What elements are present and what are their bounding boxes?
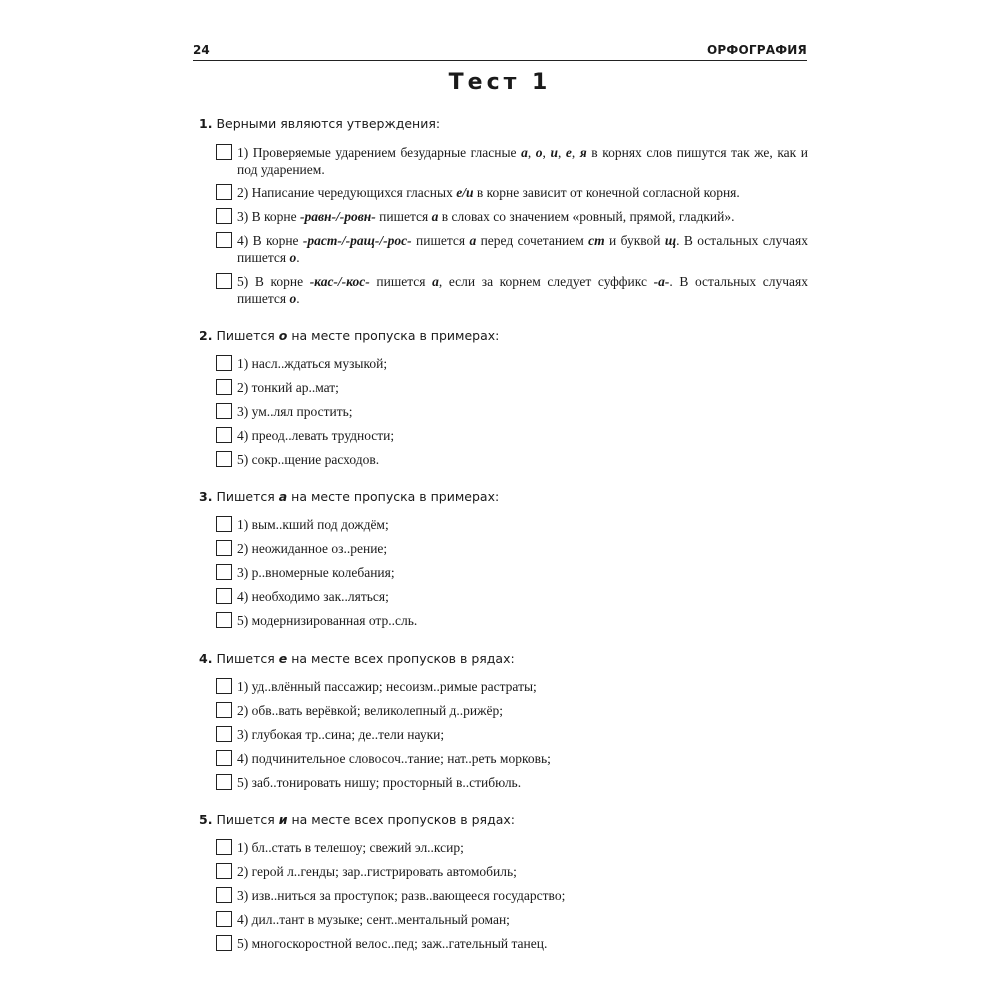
question-prompt-end: на месте всех пропусков в рядах: (291, 651, 515, 666)
question-5-option-3[interactable] (216, 887, 808, 904)
question-prompt-start: Пишется (216, 328, 275, 343)
option-text: 1) насл..ждаться музыкой; (237, 356, 388, 371)
question-2-heading (199, 328, 499, 344)
option-text: 3) глубокая тр..сина; де..тели науки; (237, 727, 445, 742)
question-number: 3. (199, 489, 213, 504)
answer-checkbox[interactable] (216, 379, 232, 395)
answer-checkbox[interactable] (216, 273, 232, 289)
answer-checkbox[interactable] (216, 208, 232, 224)
option-text: 1) Проверяемые ударением безударные гласные а, о, и, е, я в корнях слов пишутся так же, как и под ударением. (237, 145, 809, 177)
option-text: 1) бл..стать в телешоу; свежий эл..ксир; (237, 840, 464, 855)
question-number: 5. (199, 812, 213, 827)
question-2-option-1[interactable] (216, 355, 808, 372)
question-5-option-4[interactable] (216, 911, 808, 928)
option-text: 2) Написание чередующихся гласных е/и в корне зависит от конечной согласной корня. (237, 185, 740, 200)
question-3-option-4[interactable] (216, 588, 808, 605)
option-text: 4) подчинительное словосоч..тание; нат..реть морковь; (237, 751, 551, 766)
option-text: 4) дил..тант в музыке; сент..ментальный роман; (237, 912, 510, 927)
question-prompt-end: на месте всех пропусков в рядах: (291, 812, 515, 827)
header-rule (193, 60, 807, 61)
question-5-option-1[interactable] (216, 839, 808, 856)
answer-checkbox[interactable] (216, 403, 232, 419)
question-1-option-3[interactable] (216, 208, 808, 225)
answer-checkbox[interactable] (216, 144, 232, 160)
answer-checkbox[interactable] (216, 355, 232, 371)
answer-checkbox[interactable] (216, 588, 232, 604)
question-number: 4. (199, 651, 213, 666)
answer-checkbox[interactable] (216, 726, 232, 742)
option-text: 2) тонкий ар..мат; (237, 380, 339, 395)
option-text: 5) заб..тонировать нишу; просторный в..стибюль. (237, 775, 522, 790)
question-2-option-2[interactable] (216, 379, 808, 396)
option-text: 1) вым..кший под дождём; (237, 517, 389, 532)
answer-checkbox[interactable] (216, 863, 232, 879)
question-number: 1. (199, 116, 213, 131)
answer-checkbox[interactable] (216, 232, 232, 248)
answer-checkbox[interactable] (216, 750, 232, 766)
answer-checkbox[interactable] (216, 612, 232, 628)
question-1-option-5[interactable] (216, 273, 808, 307)
answer-checkbox[interactable] (216, 678, 232, 694)
answer-checkbox[interactable] (216, 427, 232, 443)
question-3-option-1[interactable] (216, 516, 808, 533)
page-number: 24 (193, 43, 210, 57)
question-1-option-4[interactable] (216, 232, 808, 266)
question-prompt: Верными являются утверждения: (216, 116, 441, 131)
answer-checkbox[interactable] (216, 451, 232, 467)
answer-checkbox[interactable] (216, 702, 232, 718)
question-3-option-3[interactable] (216, 564, 808, 581)
question-5-heading (199, 812, 515, 828)
question-prompt-start: Пишется (216, 812, 275, 827)
question-2-option-3[interactable] (216, 403, 808, 420)
answer-checkbox[interactable] (216, 839, 232, 855)
answer-checkbox[interactable] (216, 516, 232, 532)
question-4-option-1[interactable] (216, 678, 808, 695)
question-5-option-5[interactable] (216, 935, 808, 952)
question-3-heading (199, 489, 499, 505)
question-2-option-4[interactable] (216, 427, 808, 444)
question-1-option-2[interactable] (216, 184, 808, 201)
question-2-option-5[interactable] (216, 451, 808, 468)
answer-checkbox[interactable] (216, 564, 232, 580)
question-1-option-1[interactable] (216, 144, 808, 178)
question-4-heading (199, 651, 515, 667)
question-prompt-start: Пишется (216, 489, 275, 504)
option-text: 5) модернизированная отр..сль. (237, 613, 418, 628)
question-4-option-4[interactable] (216, 750, 808, 767)
option-text: 2) неожиданное оз..рение; (237, 541, 388, 556)
target-letter: о (278, 328, 288, 343)
answer-checkbox[interactable] (216, 911, 232, 927)
question-1-heading (199, 116, 440, 132)
option-text: 2) обв..вать верёвкой; великолепный д..рижёр; (237, 703, 503, 718)
question-3-option-2[interactable] (216, 540, 808, 557)
question-4-option-5[interactable] (216, 774, 808, 791)
question-prompt-end: на месте пропуска в примерах: (291, 328, 500, 343)
section-title: ОРФОГРАФИЯ (706, 43, 807, 57)
question-4-option-2[interactable] (216, 702, 808, 719)
option-text: 5) В корне -кас-/-кос- пишется а, если за корнем следует суффикс -а-. В остальных случаях пишется о. (237, 274, 808, 306)
option-text: 3) ум..лял простить; (237, 404, 353, 419)
question-prompt-start: Пишется (216, 651, 275, 666)
option-text: 4) необходимо зак..ляться; (237, 589, 389, 604)
option-text: 5) многоскоростной велос..пед; заж..гательный танец. (237, 936, 548, 951)
option-text: 5) сокр..щение расходов. (237, 452, 380, 467)
answer-checkbox[interactable] (216, 540, 232, 556)
target-letter: а (278, 489, 288, 504)
page-title: Тест 1 (448, 70, 552, 95)
target-letter: е (278, 651, 288, 666)
question-3-option-5[interactable] (216, 612, 808, 629)
answer-checkbox[interactable] (216, 887, 232, 903)
answer-checkbox[interactable] (216, 935, 232, 951)
question-number: 2. (199, 328, 213, 343)
option-text: 3) изв..ниться за проступок; разв..вающееся государство; (237, 888, 566, 903)
question-5-option-2[interactable] (216, 863, 808, 880)
target-letter: и (278, 812, 288, 827)
option-text: 3) р..вномерные колебания; (237, 565, 395, 580)
option-text: 3) В корне -равн-/-ровн- пишется а в словах со значением «ровный, прямой, гладкий». (237, 209, 735, 224)
option-text: 4) преод..левать трудности; (237, 428, 395, 443)
question-prompt-end: на месте пропуска в примерах: (291, 489, 500, 504)
option-text: 4) В корне -раст-/-ращ-/-рос- пишется а перед сочетанием ст и буквой щ. В остальных случаях пишется о. (237, 233, 808, 265)
answer-checkbox[interactable] (216, 774, 232, 790)
page-header (193, 40, 807, 60)
option-text: 2) герой л..генды; зар..гистрировать автомобиль; (237, 864, 517, 879)
option-text: 1) уд..влённый пассажир; несоизм..римые растраты; (237, 679, 537, 694)
answer-checkbox[interactable] (216, 184, 232, 200)
question-4-option-3[interactable] (216, 726, 808, 743)
